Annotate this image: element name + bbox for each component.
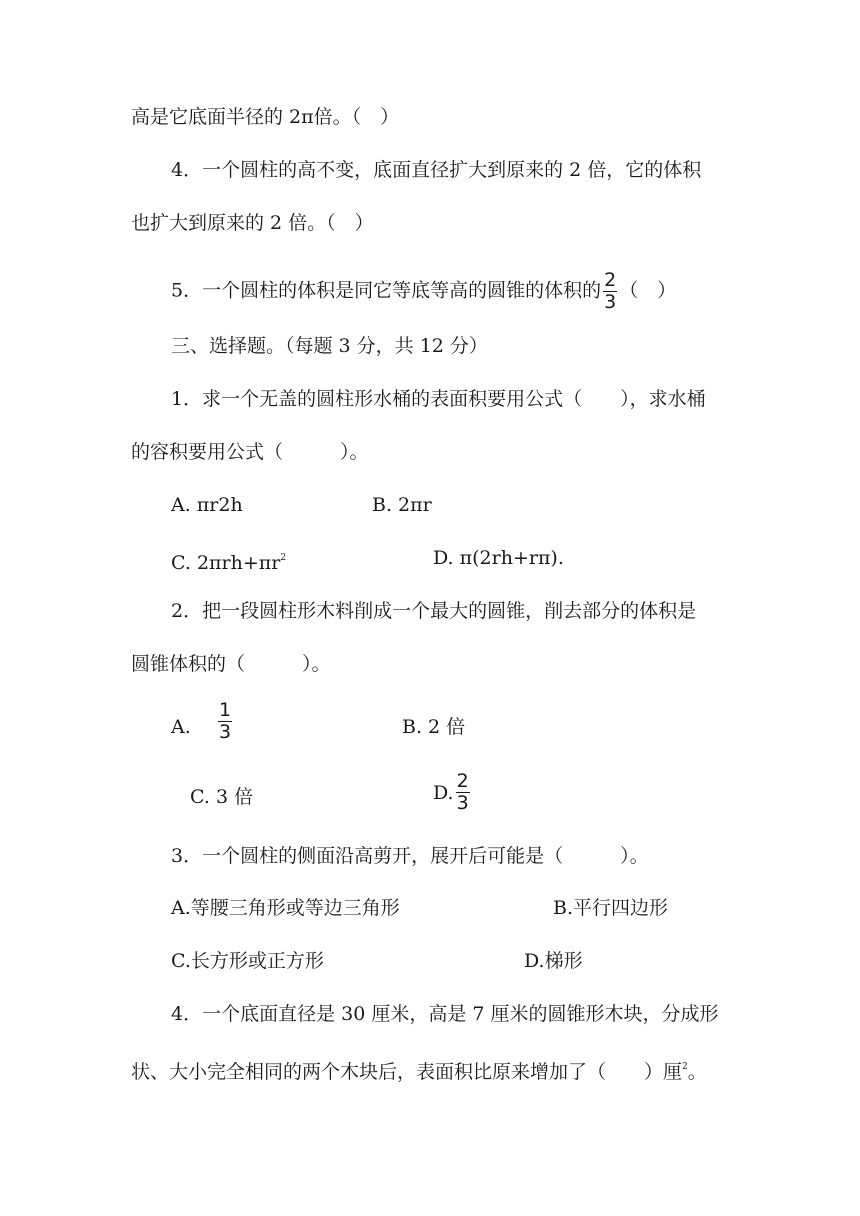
question-4-line-1: 4．一个圆柱的高不变，底面直径扩大到原来的 2 倍，它的体积 — [171, 159, 702, 181]
question-4-line-2: 也扩大到原来的 2 倍。（ ） — [131, 212, 374, 234]
fraction-two-thirds-d — [456, 771, 470, 814]
text-line-1: 高是它底面半径的 2π倍。（ ） — [131, 106, 400, 128]
q3-option-c: C.长方形或正方形 — [171, 950, 324, 972]
q1-option-b: B. 2πr — [372, 494, 432, 516]
superscript-2: 2 — [280, 553, 287, 563]
fraction-numerator: 1 — [219, 699, 232, 721]
q1-option-c-text: C. 2πrh+πr — [171, 552, 281, 574]
superscript-2: 2 — [682, 1062, 688, 1072]
q1-option-d: D. π(2rh+rπ). — [433, 547, 564, 569]
q3-option-a: A.等腰三角形或等边三角形 — [171, 897, 400, 919]
fraction-denominator: 3 — [456, 792, 469, 814]
q4-line-2-text: 状、大小完全相同的两个木块后，表面积比原来增加了（ ）厘 — [131, 1061, 683, 1083]
q3-option-b: B.平行四边形 — [553, 897, 669, 919]
answer-blank: （ ） — [619, 279, 677, 302]
fraction-two-thirds — [603, 270, 617, 313]
q2-option-c: C. 3 倍 — [190, 786, 254, 808]
fraction-denominator: 3 — [604, 291, 617, 313]
q2-option-b: B. 2 倍 — [402, 716, 466, 738]
fraction-one-third — [218, 700, 232, 743]
choice-question-1-line-2: 的容积要用公式（ ）。 — [131, 441, 369, 463]
question-5 — [171, 270, 676, 313]
fraction-numerator: 2 — [456, 770, 469, 792]
period: 。 — [687, 1061, 707, 1083]
choice-question-1-line-1: 1．求一个无盖的圆柱形水桶的表面积要用公式（ ），求水桶 — [171, 388, 706, 410]
question-5-text: 5．一个圆柱的体积是同它等底等高的圆锥的体积的 — [171, 279, 602, 302]
section-3-heading: 三、选择题。（每题 3 分，共 12 分） — [171, 335, 488, 357]
q1-option-a: A. πr2h — [171, 494, 243, 516]
q2-option-d-label: D. — [433, 781, 454, 804]
choice-question-2-line-1: 2．把一段圆柱形木料削成一个最大的圆锥，削去部分的体积是 — [171, 600, 697, 622]
fraction-numerator: 2 — [604, 269, 617, 291]
q2-option-a-label: A. — [171, 716, 191, 738]
choice-question-4-line-2 — [131, 1054, 707, 1085]
q2-option-a-fraction — [216, 700, 234, 743]
choice-question-4-line-1: 4．一个底面直径是 30 厘米，高是 7 厘米的圆锥形木块，分成形 — [171, 1003, 719, 1025]
q2-option-d — [433, 771, 472, 814]
choice-question-2-line-2: 圆锥体积的（ ）。 — [131, 653, 331, 675]
choice-question-3: 3．一个圆柱的侧面沿高剪开，展开后可能是（ ）。 — [171, 845, 649, 867]
q1-option-c — [171, 545, 286, 576]
q3-option-d: D.梯形 — [524, 950, 583, 972]
fraction-denominator: 3 — [219, 721, 232, 743]
